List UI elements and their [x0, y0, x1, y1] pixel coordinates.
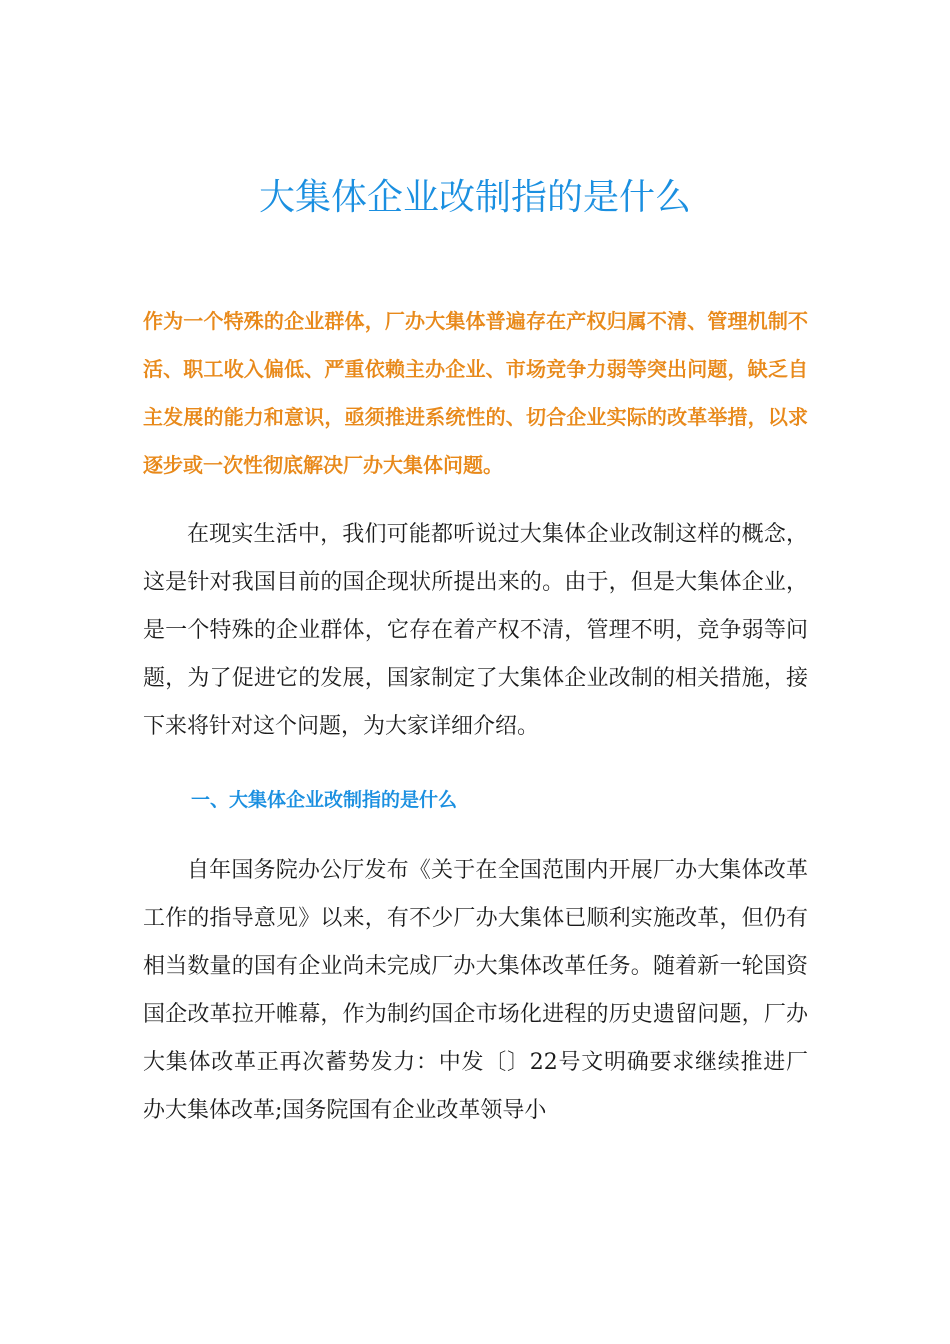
body-paragraph-2: 自年国务院办公厅发布《关于在全国范围内开展厂办大集体改革工作的指导意见》以来，有不少厂办大集体已顺利实施改革，但仍有相当数量的国有企业尚未完成厂办大集体改革任务。随着新一轮国资国企改革拉开帷幕，作为制约国企市场化进程的历史遗留问题，厂办大集体改革正再次蓄势发力：中发〔〕22号文明确要求继续推进厂办大集体改革;国务院国有企业改革领导小 — [143, 858, 808, 1123]
document-title: 大集体企业改制指的是什么 — [258, 177, 691, 218]
intro-paragraph: 作为一个特殊的企业群体，厂办大集体普遍存在产权归属不清、管理机制不活、职工收入偏低、严重依赖主办企业、市场竞争力弱等突出问题，缺乏自主发展的能力和意识，亟须推进系统性的、切合企业实际的改革举措，以求逐步或一次性彻底解决厂办大集体问题。 — [143, 309, 808, 477]
section-heading: 一、大集体企业改制指的是什么 — [191, 789, 458, 811]
body-paragraph-1: 在现实生活中，我们可能都听说过大集体企业改制这样的概念，这是针对我国目前的国企现状所提出来的。由于，但是大集体企业，是一个特殊的企业群体，它存在着产权不清，管理不明，竞争弱等问题，为了促进它的发展，国家制定了大集体企业改制的相关措施，接下来将针对这个问题，为大家详细介绍。 — [143, 522, 808, 739]
